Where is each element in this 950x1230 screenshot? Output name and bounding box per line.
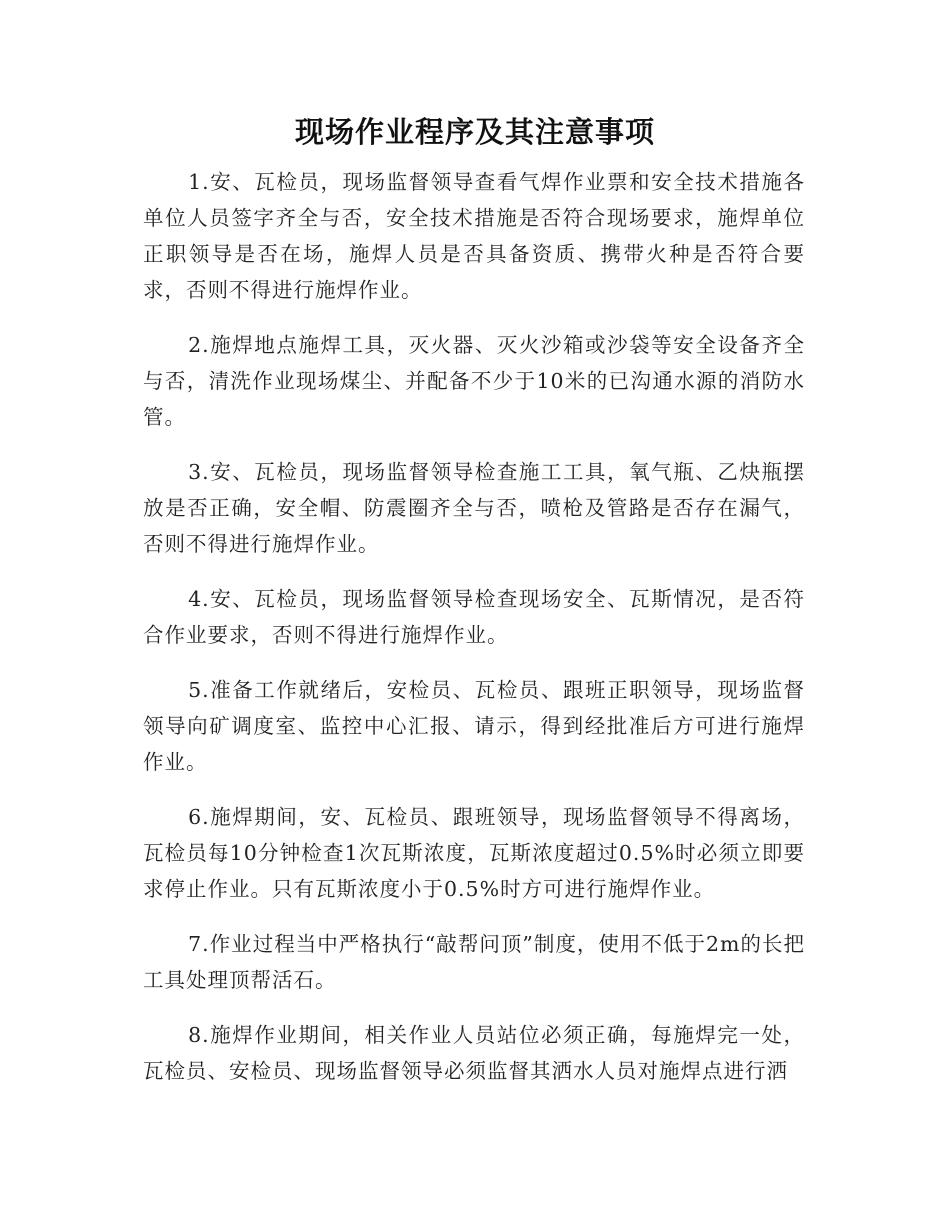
paragraph-5: 5.准备工作就绪后，安检员、瓦检员、跟班正职领导，现场监督领导向矿调度室、监控中心汇报、请示，得到经批准后方可进行施焊作业。 — [143, 678, 805, 774]
paragraph-7: 7.作业过程当中严格执行“敲帮问顶”制度，使用不低于2m的长把工具处理顶帮活石。 — [143, 932, 805, 992]
paragraph-3: 3.安、瓦检员，现场监督领导检查施工工具，氧气瓶、乙炔瓶摆放是否正确，安全帽、防震圈齐全与否，喷枪及管路是否存在漏气，否则不得进行施焊作业。 — [143, 460, 805, 556]
document-body — [143, 164, 805, 1108]
paragraph-1: 1.安、瓦检员，现场监督领导查看气焊作业票和安全技术措施各单位人员签字齐全与否，安全技术措施是否符合现场要求，施焊单位正职领导是否在场，施焊人员是否具备资质、携带火种是否符合要求，否则不得进行施焊作业。 — [143, 170, 805, 302]
paragraph-2: 2.施焊地点施焊工具，灭火器、灭火沙箱或沙袋等安全设备齐全与否，清洗作业现场煤尘、并配备不少于10米的已沟通水源的消防水管。 — [143, 333, 805, 429]
paragraph-6: 6.施焊期间，安、瓦检员、跟班领导，现场监督领导不得离场，瓦检员每10分钟检查1次瓦斯浓度，瓦斯浓度超过0.5%时必须立即要求停止作业。只有瓦斯浓度小于0.5%时方可进行施焊作业。 — [143, 805, 805, 901]
paragraph-4: 4.安、瓦检员，现场监督领导检查现场安全、瓦斯情况，是否符合作业要求，否则不得进行施焊作业。 — [143, 587, 805, 647]
document-title: 现场作业程序及其注意事项 — [294, 115, 655, 149]
paragraph-8: 8.施焊作业期间，相关作业人员站位必须正确，每施焊完一处，瓦检员、安检员、现场监督领导必须监督其洒水人员对施焊点进行洒 — [143, 1023, 805, 1083]
